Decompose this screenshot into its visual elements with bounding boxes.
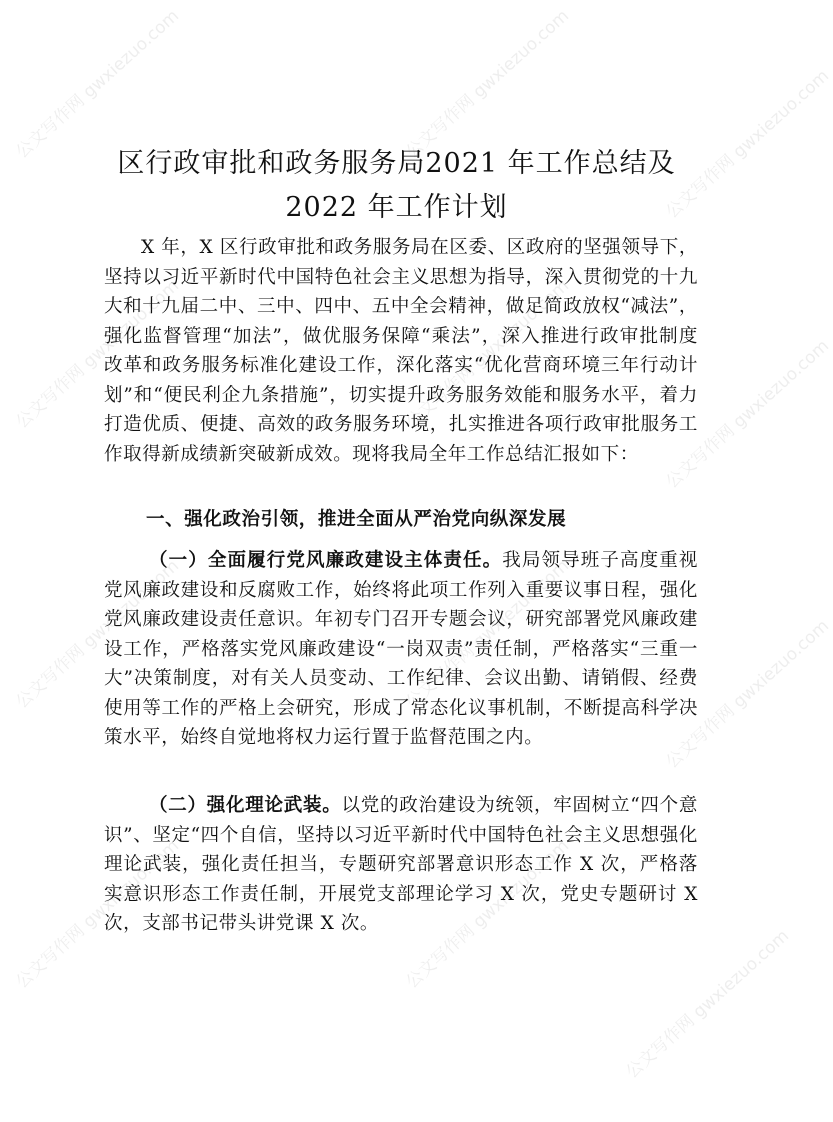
title-line-1: 区行政审批和政务服务局2021 年工作总结及 [117, 148, 676, 179]
watermark-text: 公文写作网 gwxiezuo.com [12, 836, 184, 993]
watermark-text: 公文写作网 gwxiezuo.com [402, 276, 574, 433]
item-2-text: 以党的政治建设为统领，牢固树立“四个意识”、坚定“四个自信，坚持以习近平新时代中国特色社会主义思想强化理论武装，强化责任担当，专题研究部署意识形态工作 X 次，严格落实意识形态工作责任制，开展党支部理论学习 X 次，党史专题研讨 X 次，支部书记带头讲党课 X 次。 [104, 795, 698, 934]
watermark-text: 公文写作网 gwxiezuo.com [402, 6, 574, 163]
item-2-lead: （二）强化理论武装。 [149, 795, 342, 816]
document-title [60, 142, 733, 230]
watermark-text: 公文写作网 gwxiezuo.com [402, 556, 574, 713]
watermark-text: 公文写作网 gwxiezuo.com [622, 926, 794, 1083]
watermark-text: 公文写作网 gwxiezuo.com [12, 276, 184, 433]
item-1-text: 我局领导班子高度重视党风廉政建设和反腐败工作，始终将此项工作列入重要议事日程，强化党风廉政建设责任意识。年初专门召开专题会议，研究部署党风廉政建设工作，严格落实党风廉政建设“一岗双责”责任制，严格落实“三重一大”决策制度，对有关人员变动、工作纪律、会议出勤、请销假、经费使用等工作的严格上会研究，形成了常态化议事机制，不断提高科学决策水平，始终自觉地将权力运行置于监督范围之内。 [104, 550, 698, 748]
item-2-paragraph [104, 791, 698, 939]
title-line-2: 2022 年工作计划 [285, 192, 508, 223]
item-1-paragraph [104, 546, 698, 753]
intro-paragraph: X 年，X 区行政审批和政务服务局在区委、区政府的坚强领导下，坚持以习近平新时代中国特色社会主义思想为指导，深入贯彻党的十九大和十九届二中、三中、四中、五中全会精神，做足简政放权“减法”，强化监督管理“加法”，做优服务保障“乘法”，深入推进行政审批制度改革和政务服务标准化建设工作，深化落实“优化营商环境三年行动计划”和“便民利企九条措施”，切实提升政务服务效能和服务水平，着力打造优质、便捷、高效的政务服务环境，扎实推进各项行政审批服务工作取得新成绩新突破新成效。现将我局全年工作总结汇报如下： [104, 237, 698, 465]
item-1-lead: （一）全面履行党风廉政建设主体责任。 [149, 550, 503, 571]
watermark-text: 公文写作网 gwxiezuo.com [12, 556, 184, 713]
watermark-text: 公文写作网 gwxiezuo.com [12, 6, 184, 163]
watermark-text: 公文写作网 gwxiezuo.com [402, 836, 574, 993]
watermark-text: 公文写作网 gwxiezuo.com [662, 616, 833, 773]
section-heading-1: 一、强化政治引领，推进全面从严治党向纵深发展 [146, 509, 567, 530]
watermark-text: 公文写作网 gwxiezuo.com [662, 66, 833, 223]
watermark-text: 公文写作网 gwxiezuo.com [662, 336, 833, 493]
